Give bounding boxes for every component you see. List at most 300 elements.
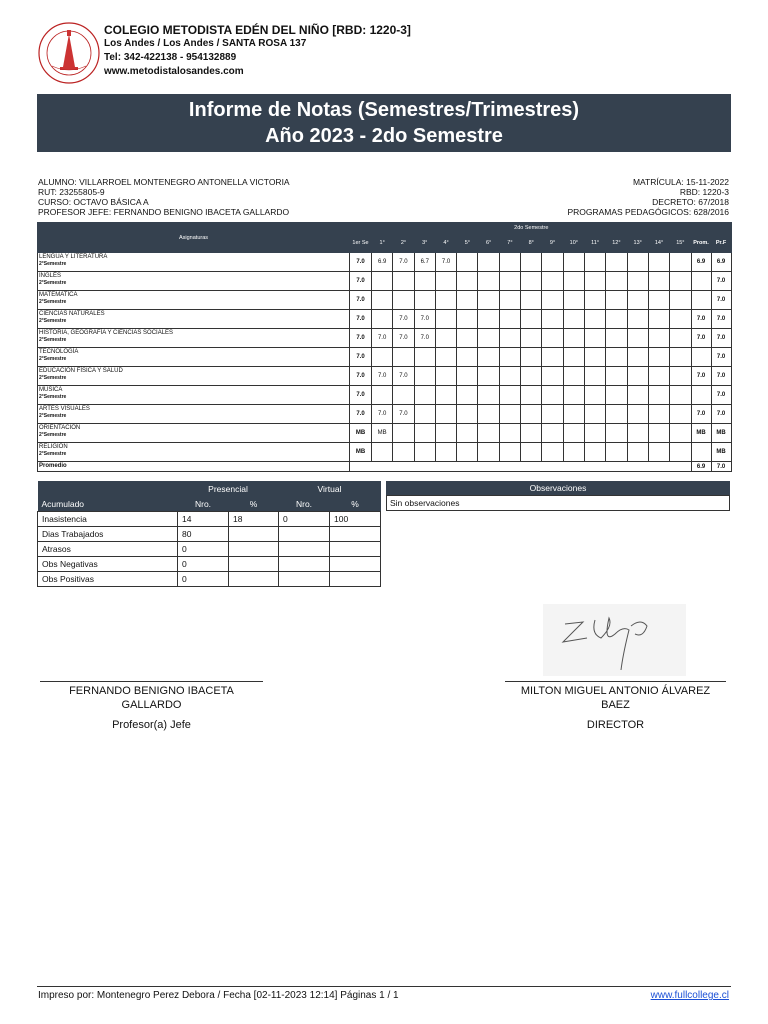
grade-cell	[457, 405, 478, 424]
grade-cell	[457, 424, 478, 443]
grade-cell	[372, 386, 393, 405]
acumulado-header: Acumulado	[38, 496, 178, 512]
first-semester-grade: 7.0	[350, 405, 372, 424]
grade-cell	[521, 310, 542, 329]
attendance-v-pct	[330, 557, 381, 572]
promedio-average: 6.9	[691, 462, 711, 472]
school-address: Los Andes / Los Andes / SANTA ROSA 137	[104, 38, 307, 49]
grade-cell	[435, 291, 456, 310]
grade-cell	[457, 291, 478, 310]
grade-col-header: 9°	[542, 234, 563, 253]
grade-cell	[521, 272, 542, 291]
grade-cell: 6.9	[372, 253, 393, 272]
first-semester-grade: 7.0	[350, 291, 372, 310]
presencial-header: Presencial	[178, 481, 279, 496]
promedio-filler	[350, 462, 692, 472]
grade-cell	[606, 329, 627, 348]
subject-name: MÚSICA	[39, 387, 63, 393]
attendance-label: Obs Negativas	[38, 557, 178, 572]
grade-cell	[542, 253, 563, 272]
grade-cell: 7.0	[414, 329, 435, 348]
grade-cell	[584, 405, 605, 424]
grade-cell	[542, 424, 563, 443]
attendance-row	[38, 572, 381, 587]
subject-name: TECNOLOGÍA	[39, 349, 79, 355]
grade-cell	[521, 443, 542, 462]
subject-name: ORIENTACION	[39, 425, 81, 431]
grade-cell	[521, 348, 542, 367]
grade-cell	[542, 386, 563, 405]
grade-col-header: 11°	[584, 234, 605, 253]
grade-cell	[435, 272, 456, 291]
grade-cell	[670, 329, 691, 348]
grade-cell	[627, 253, 648, 272]
grade-cell	[584, 386, 605, 405]
grade-cell	[457, 329, 478, 348]
average-cell	[691, 348, 711, 367]
average-header: Prom.	[691, 234, 711, 253]
grade-col-header: 3°	[414, 234, 435, 253]
subject-row	[38, 443, 732, 462]
virtual-nro-header: Nro.	[279, 496, 330, 512]
grade-cell	[521, 367, 542, 386]
grade-cell	[627, 348, 648, 367]
grade-cell	[499, 329, 520, 348]
grade-cell	[648, 443, 669, 462]
grade-cell	[584, 424, 605, 443]
grade-cell	[627, 386, 648, 405]
grade-col-header: 1°	[372, 234, 393, 253]
grade-cell	[584, 253, 605, 272]
grade-cell	[670, 291, 691, 310]
average-cell: 6.9	[691, 253, 711, 272]
grade-cell	[457, 348, 478, 367]
attendance-label: Atrasos	[38, 542, 178, 557]
footer-divider	[37, 986, 731, 987]
grade-cell	[584, 291, 605, 310]
grade-cell	[457, 367, 478, 386]
grade-cell	[499, 291, 520, 310]
grade-cell	[563, 405, 584, 424]
average-cell	[691, 386, 711, 405]
attendance-p-pct	[229, 527, 279, 542]
first-semester-grade: 7.0	[350, 253, 372, 272]
grade-cell: 7.0	[435, 253, 456, 272]
grade-cell	[648, 310, 669, 329]
subject-row	[38, 253, 732, 272]
grade-cell	[435, 310, 456, 329]
subject-semester: 2°Semestre	[39, 432, 67, 438]
grade-cell	[478, 443, 499, 462]
grade-cell	[521, 386, 542, 405]
grade-cell: 7.0	[372, 405, 393, 424]
grade-cell	[606, 386, 627, 405]
subject-name: CIENCIAS NATURALES	[39, 311, 105, 317]
school-name: COLEGIO METODISTA EDÉN DEL NIÑO [RBD: 1220-3]	[104, 23, 411, 37]
average-cell	[691, 443, 711, 462]
attendance-v-pct	[330, 572, 381, 587]
average-cell	[691, 291, 711, 310]
director-signature	[543, 604, 686, 676]
attendance-p-pct	[229, 557, 279, 572]
attendance-p-pct	[229, 572, 279, 587]
subject-name: RELIGIÓN	[39, 444, 68, 450]
grade-cell	[393, 443, 414, 462]
grade-cell	[521, 424, 542, 443]
grade-cell	[648, 424, 669, 443]
grade-cell	[414, 272, 435, 291]
grade-cell: 7.0	[393, 329, 414, 348]
attendance-label: Inasistencia	[38, 512, 178, 527]
subject-row	[38, 424, 732, 443]
footer-printed-info: Impreso por: Montenegro Perez Debora / Fecha [02-11-2023 12:14] Páginas 1 / 1	[38, 990, 399, 1001]
final-average-cell: 7.0	[711, 329, 731, 348]
subject-row	[38, 329, 732, 348]
attendance-v-nro	[279, 572, 330, 587]
subject-semester: 2°Semestre	[39, 356, 67, 362]
attendance-p-nro: 80	[178, 527, 229, 542]
attendance-p-nro: 0	[178, 542, 229, 557]
subject-row	[38, 272, 732, 291]
grade-cell	[457, 386, 478, 405]
grade-col-header: 7°	[499, 234, 520, 253]
grade-cell	[499, 367, 520, 386]
grade-cell	[606, 405, 627, 424]
observations-header: Observaciones	[386, 481, 730, 495]
grade-cell	[542, 348, 563, 367]
presencial-pct-header: %	[229, 496, 279, 512]
subject-name: HISTORIA, GEOGRAFÍA Y CIENCIAS SOCIALES	[39, 330, 174, 336]
grade-cell	[393, 272, 414, 291]
subject-name-cell	[38, 367, 350, 386]
grade-cell	[670, 367, 691, 386]
school-logo	[38, 22, 100, 84]
promedio-label: Promedio	[38, 462, 350, 472]
grade-cell	[435, 386, 456, 405]
grade-cell	[670, 272, 691, 291]
programs: PROGRAMAS PEDAGÓGICOS: 628/2016	[567, 207, 729, 217]
grade-cell	[648, 405, 669, 424]
right-signature-line	[505, 681, 726, 682]
attendance-label: Obs Positivas	[38, 572, 178, 587]
grade-cell	[542, 291, 563, 310]
grade-cell	[563, 272, 584, 291]
virtual-header: Virtual	[279, 481, 381, 496]
grade-cell	[435, 367, 456, 386]
subject-semester: 2°Semestre	[39, 299, 67, 305]
grade-cell	[627, 329, 648, 348]
attendance-table	[37, 481, 381, 587]
right-signatory-role: DIRECTOR	[586, 719, 645, 731]
subject-semester: 2°Semestre	[39, 394, 67, 400]
first-semester-grade: 7.0	[350, 329, 372, 348]
subject-name-cell	[38, 443, 350, 462]
attendance-v-pct	[330, 542, 381, 557]
grade-cell	[542, 443, 563, 462]
grade-cell	[648, 272, 669, 291]
promedio-final: 7.0	[711, 462, 731, 472]
grade-cell	[670, 348, 691, 367]
subject-name-cell	[38, 348, 350, 367]
period-header: 2do Semestre	[372, 223, 692, 234]
subject-name: LENGUA Y LITERATURA	[39, 254, 108, 260]
average-cell: 7.0	[691, 310, 711, 329]
grade-cell	[478, 310, 499, 329]
grade-cell	[372, 443, 393, 462]
attendance-p-nro: 0	[178, 572, 229, 587]
average-cell: 7.0	[691, 405, 711, 424]
subject-name-cell	[38, 386, 350, 405]
average-cell: MB	[691, 424, 711, 443]
student-rut: RUT: 23255805-9	[38, 187, 105, 197]
grade-cell	[584, 329, 605, 348]
grade-cell	[606, 348, 627, 367]
grade-col-header: 12°	[606, 234, 627, 253]
grade-cell	[606, 253, 627, 272]
grade-col-header: 6°	[478, 234, 499, 253]
presencial-nro-header: Nro.	[178, 496, 229, 512]
grade-cell	[606, 424, 627, 443]
final-average-cell: 7.0	[711, 348, 731, 367]
grade-col-header: 4°	[435, 234, 456, 253]
grade-col-header: 2°	[393, 234, 414, 253]
grade-cell	[457, 272, 478, 291]
subject-semester: 2°Semestre	[39, 280, 67, 286]
student-teacher: PROFESOR JEFE: FERNANDO BENIGNO IBACETA GALLARDO	[38, 207, 290, 217]
grade-cell	[478, 272, 499, 291]
grade-cell	[521, 405, 542, 424]
grade-cell	[563, 424, 584, 443]
grade-cell: 7.0	[393, 367, 414, 386]
student-name: ALUMNO: VILLARROEL MONTENEGRO ANTONELLA VICTORIA	[38, 177, 290, 187]
grade-cell	[435, 329, 456, 348]
subject-row	[38, 405, 732, 424]
grade-cell	[478, 329, 499, 348]
final-average-cell: 7.0	[711, 367, 731, 386]
grade-cell	[478, 291, 499, 310]
grade-cell	[414, 367, 435, 386]
subject-name-cell	[38, 329, 350, 348]
student-info-right	[567, 177, 729, 217]
grade-cell	[606, 367, 627, 386]
grade-col-header: 13°	[627, 234, 648, 253]
grade-cell	[499, 386, 520, 405]
left-signature-line	[40, 681, 263, 682]
final-average-cell: 7.0	[711, 405, 731, 424]
left-signatory-name-1: FERNANDO BENIGNO IBACETA	[69, 685, 234, 697]
student-info-left	[38, 177, 290, 217]
grade-cell	[414, 405, 435, 424]
grade-col-header: 10°	[563, 234, 584, 253]
report-title: Informe de Notas (Semestres/Trimestres)	[188, 99, 580, 121]
grade-cell	[372, 272, 393, 291]
subject-row	[38, 310, 732, 329]
grade-cell	[414, 348, 435, 367]
school-rbd: RBD: 1220-3	[679, 187, 729, 197]
subject-name-cell	[38, 424, 350, 443]
grade-cell	[372, 310, 393, 329]
subject-name: INGLÉS	[39, 273, 62, 279]
grade-cell	[478, 253, 499, 272]
grade-col-header: 8°	[521, 234, 542, 253]
grade-cell	[584, 443, 605, 462]
grade-cell	[414, 291, 435, 310]
footer-link[interactable]: www.fullcollege.cl	[650, 990, 729, 1001]
right-signatory-name-1: MILTON MIGUEL ANTONIO ÁLVAREZ	[520, 685, 711, 697]
grade-cell	[499, 348, 520, 367]
grade-cell	[648, 367, 669, 386]
subject-semester: 2°Semestre	[39, 261, 67, 267]
subject-name: MATEMATICA	[39, 292, 78, 298]
grade-cell	[478, 348, 499, 367]
attendance-row	[38, 527, 381, 542]
grade-cell	[670, 253, 691, 272]
final-average-cell: 7.0	[711, 291, 731, 310]
grade-cell	[648, 329, 669, 348]
observations-text: Sin observaciones	[386, 495, 730, 511]
subject-semester: 2°Semestre	[39, 413, 67, 419]
grade-cell	[542, 367, 563, 386]
grade-cell	[435, 424, 456, 443]
grade-cell: 7.0	[393, 405, 414, 424]
attendance-v-nro: 0	[279, 512, 330, 527]
final-average-cell: 7.0	[711, 272, 731, 291]
grade-cell	[478, 424, 499, 443]
grade-col-header: 14°	[648, 234, 669, 253]
grade-cell	[499, 253, 520, 272]
school-website: www.metodistalosandes.com	[104, 66, 244, 77]
average-cell: 7.0	[691, 367, 711, 386]
left-signatory-role: Profesor(a) Jefe	[112, 719, 191, 731]
grade-cell	[563, 348, 584, 367]
subject-semester: 2°Semestre	[39, 337, 67, 343]
grade-cell	[627, 424, 648, 443]
subject-semester: 2°Semestre	[39, 451, 67, 457]
subject-row	[38, 348, 732, 367]
left-signatory	[40, 684, 263, 732]
enrollment-date: MATRÍCULA: 15-11-2022	[632, 177, 729, 187]
subject-name-cell	[38, 405, 350, 424]
grade-cell	[627, 272, 648, 291]
grade-cell	[606, 272, 627, 291]
final-average-cell: 6.9	[711, 253, 731, 272]
attendance-label: Dias Trabajados	[38, 527, 178, 542]
first-semester-grade: 7.0	[350, 348, 372, 367]
virtual-pct-header: %	[330, 496, 381, 512]
observations-panel	[386, 481, 730, 511]
attendance-row	[38, 542, 381, 557]
grade-cell	[563, 386, 584, 405]
grades-table	[37, 222, 732, 472]
grade-cell	[584, 367, 605, 386]
grade-cell: 7.0	[393, 253, 414, 272]
grade-cell	[457, 310, 478, 329]
grade-cell	[627, 310, 648, 329]
subject-name: ARTES VISUALES	[39, 406, 90, 412]
grade-cell: 7.0	[393, 310, 414, 329]
grade-cell: 7.0	[372, 367, 393, 386]
grade-cell	[648, 291, 669, 310]
grade-cell	[627, 405, 648, 424]
attendance-row	[38, 557, 381, 572]
decree: DECRETO: 67/2018	[652, 197, 729, 207]
first-semester-grade: MB	[350, 443, 372, 462]
grade-cell	[499, 405, 520, 424]
grade-col-header: 5°	[457, 234, 478, 253]
grade-cell	[372, 348, 393, 367]
grade-cell	[606, 291, 627, 310]
subject-name: EDUCACIÓN FÍSICA Y SALUD	[39, 368, 123, 374]
grade-cell	[563, 329, 584, 348]
grade-cell	[435, 443, 456, 462]
grade-cell	[584, 310, 605, 329]
report-subtitle: Año 2023 - 2do Semestre	[265, 125, 503, 147]
grade-cell	[393, 291, 414, 310]
grade-cell	[478, 367, 499, 386]
subject-semester: 2°Semestre	[39, 375, 67, 381]
grade-cell	[414, 443, 435, 462]
first-semester-grade: 7.0	[350, 310, 372, 329]
grade-cell	[670, 443, 691, 462]
grade-cell	[584, 272, 605, 291]
subject-row	[38, 367, 732, 386]
grade-cell	[435, 405, 456, 424]
final-average-cell: MB	[711, 443, 731, 462]
grade-cell	[499, 272, 520, 291]
attendance-row	[38, 512, 381, 527]
first-semester-header: 1er Se	[350, 234, 372, 253]
grade-cell	[435, 348, 456, 367]
grade-cell	[372, 291, 393, 310]
grade-cell	[606, 443, 627, 462]
grade-cell	[393, 348, 414, 367]
subject-name-cell	[38, 272, 350, 291]
attendance-v-nro	[279, 527, 330, 542]
report-title-band	[37, 94, 731, 152]
grade-cell: 7.0	[414, 310, 435, 329]
grade-cell	[457, 443, 478, 462]
subjects-header: Asignaturas	[38, 223, 350, 253]
final-average-cell: MB	[711, 424, 731, 443]
grade-cell	[414, 386, 435, 405]
grade-cell	[521, 291, 542, 310]
grade-cell: 6.7	[414, 253, 435, 272]
grade-cell	[521, 329, 542, 348]
subject-semester: 2°Semestre	[39, 318, 67, 324]
grade-cell	[563, 310, 584, 329]
school-phone: Tel: 342-422138 - 954132889	[104, 52, 237, 63]
final-average-cell: 7.0	[711, 310, 731, 329]
final-average-header: Pr.F	[711, 234, 731, 253]
grade-cell	[670, 386, 691, 405]
grade-cell	[478, 405, 499, 424]
subject-name-cell	[38, 310, 350, 329]
grade-cell	[670, 310, 691, 329]
grade-cell	[542, 272, 563, 291]
average-cell	[691, 272, 711, 291]
grade-cell	[393, 386, 414, 405]
average-cell: 7.0	[691, 329, 711, 348]
grade-cell	[542, 329, 563, 348]
attendance-v-nro	[279, 557, 330, 572]
left-signatory-name-2: GALLARDO	[121, 699, 182, 711]
grade-cell	[457, 253, 478, 272]
grade-cell	[627, 367, 648, 386]
grade-cell: MB	[372, 424, 393, 443]
grade-cell	[542, 310, 563, 329]
grade-cell	[563, 367, 584, 386]
subject-row	[38, 386, 732, 405]
